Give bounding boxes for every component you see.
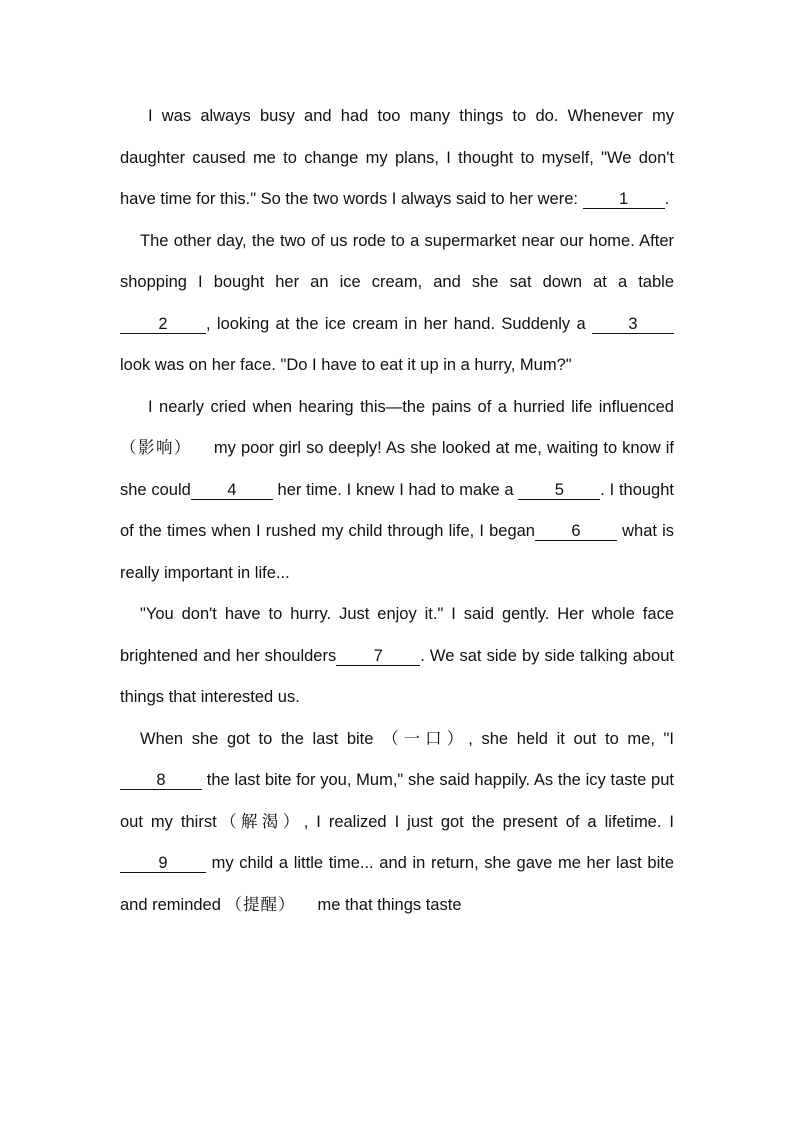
text: her time. I knew I had to make a <box>272 480 519 499</box>
paragraph-5 <box>120 719 674 927</box>
paragraph-4 <box>120 594 674 719</box>
text: The other day, the two of us rode to a supermarket near our home. After shopping I bought her an ice cream, and she sat down at a table <box>120 231 674 291</box>
cloze-passage <box>120 96 674 926</box>
blank-6[interactable]: 6 <box>535 522 617 541</box>
gloss-yikou: （一口） <box>382 729 469 748</box>
text: me that things taste <box>317 895 462 914</box>
text: my child a little time... and in return, she gave me her last bite and reminded <box>120 854 674 914</box>
text: what is really important in life... <box>120 522 674 582</box>
text: , I realized I just got the present of a lifetime. I <box>303 812 675 831</box>
text: . I thought of the times when I rushed my child through life, I began <box>120 480 674 540</box>
text: , she held it out to me, "I <box>468 729 675 748</box>
text: I was always busy and had too many things to do. Whenever my daughter caused me to change my plans, I thought to myself, "We don't have time for this." So the two words I always said to her were: <box>120 107 674 208</box>
blank-5[interactable]: 5 <box>518 481 600 500</box>
paragraph-2 <box>120 221 674 387</box>
text: look was on her face. "Do I have to eat it up in a hurry, Mum?" <box>120 356 572 374</box>
blank-4[interactable]: 4 <box>191 481 273 500</box>
blank-1[interactable]: 1 <box>583 190 665 209</box>
blank-3[interactable]: 3 <box>592 315 674 334</box>
blank-2[interactable]: 2 <box>120 315 206 334</box>
text: . We sat side by side talking about things that interested us. <box>120 646 674 706</box>
text: . <box>664 190 670 208</box>
text: , looking at the ice cream in her hand. Suddenly a <box>206 314 592 333</box>
text: When she got to the last bite <box>140 729 383 748</box>
text: I nearly cried when hearing this—the pains of a hurried life influenced <box>148 397 674 416</box>
blank-8[interactable]: 8 <box>120 771 202 790</box>
text: my poor girl so deeply! As she looked at me, waiting to know if she could <box>120 439 674 499</box>
text: the last bite for you, Mum," she said happily. As the icy taste put out my thirst <box>120 771 674 831</box>
text: "You don't have to hurry. Just enjoy it." I said gently. Her whole face brightened and her shoulders <box>120 605 674 665</box>
gloss-tixing: （提醒） <box>225 895 296 914</box>
gloss-jieke: （解渴） <box>216 812 304 831</box>
paragraph-3 <box>120 387 674 595</box>
blank-7[interactable]: 7 <box>336 647 420 666</box>
paragraph-1 <box>120 96 674 221</box>
blank-9[interactable]: 9 <box>120 854 206 873</box>
gloss-yingxiang: （影响） <box>120 439 192 457</box>
